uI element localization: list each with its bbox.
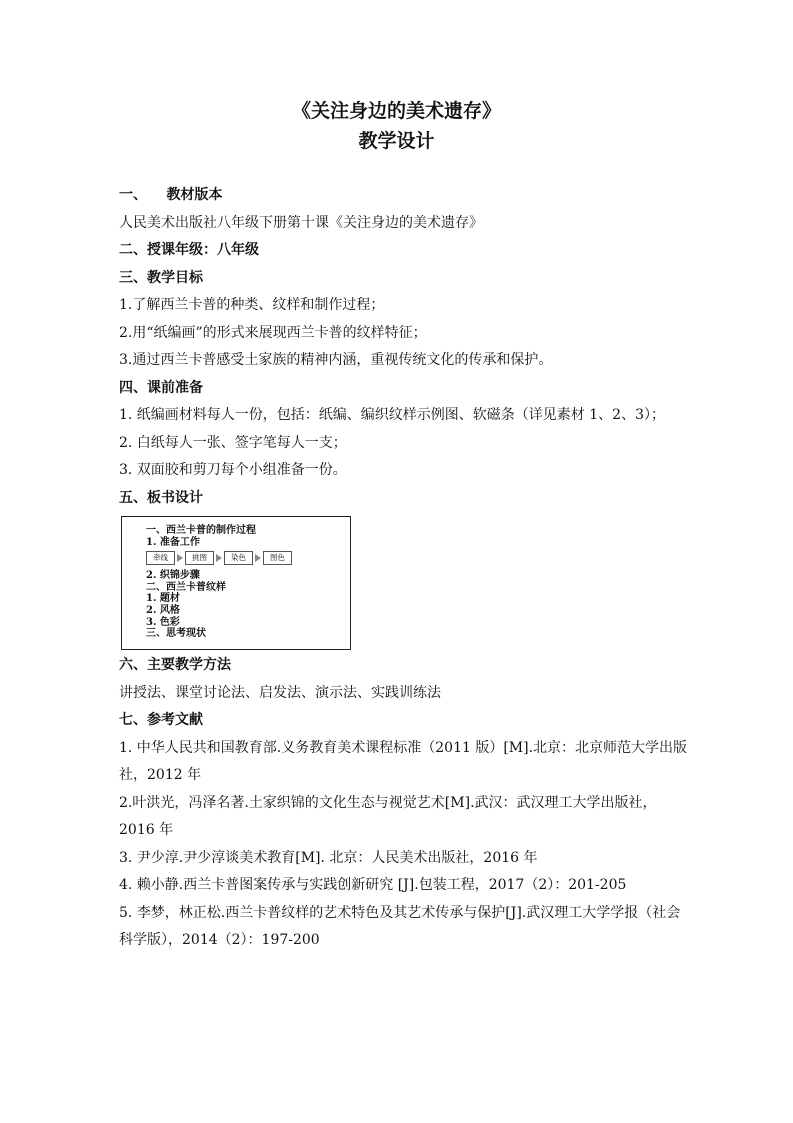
methods-text: 讲授法、课堂讨论法、启发法、演示法、实践训练法 [119,684,441,701]
arrow-right-icon [177,554,183,562]
board-line: 一、西兰卡普的制作过程 [146,525,256,536]
document-subtitle: 教学设计 [358,130,435,152]
section-heading-methods: 六、主要教学方法 [119,657,231,673]
preparation-item-text: 1. 纸编画材料每人一份，包括：纸编、编织纹样示例图、软磁条（详见素材 1、2、3）； [119,407,665,423]
title-block [0,96,793,156]
reference-text: 2.叶洪光，冯泽名著.土家织锦的文化生态与视觉艺术[M].武汉：武汉理工大学出版社，2016 年 [119,794,657,838]
section-heading-grade: 二、授课年级：八年级 [119,242,259,258]
arrow-right-icon [255,554,261,562]
board-line: 三、思考现状 [146,628,206,640]
reference-item [119,900,689,955]
document-title: 《关注身边的美术遗存》 [291,100,501,122]
document-body [119,182,689,955]
reference-text: 4. 赖小静.西兰卡普图案传承与实践创新研究 [J].包装工程，2017（2）：201-205 [119,877,627,893]
objective-item: 3.通过西兰卡普感受土家族的精神内涵，重视传统文化的传承和保护。 [119,352,553,368]
reference-text: 1. 中华人民共和国教育部.义务教育美术课程标准（2011 版）[M].北京：北京师范大学出版社，2012 年 [119,739,688,783]
board-line: 2. 织锦步骤 [146,570,200,582]
section-heading-board: 五、板书设计 [119,489,203,506]
objective-item: 2.用“纸编画”的形式来展现西兰卡普的纹样特征； [119,324,427,341]
reference-item [119,845,689,873]
reference-item [119,790,689,845]
board-line: 3. 色彩 [146,616,180,628]
textbook-text: 人民美术出版社八年级下册第十课《关注身边的美术遗存》 [119,214,483,231]
preparation-item: 2. 白纸每人一张、签字笔每人一支； [119,434,347,451]
objective-item: 1.了解西兰卡普的种类、纹样和制作过程； [119,297,385,313]
reference-item [119,735,689,790]
section-heading-objectives: 三、教学目标 [119,269,203,286]
flow-step: 挑图 [185,551,214,565]
board-line: 1. 准备工作 [146,536,200,548]
preparation-item: 3. 双面胶和剪刀每个小组准备一份。 [119,462,347,478]
flow-step: 牵线 [146,551,175,565]
board-line: 1. 题材 [146,593,180,605]
reference-item [119,872,689,900]
section-heading-references: 七、参考文献 [119,712,203,728]
section-heading-preparation: 四、课前准备 [119,379,203,396]
arrow-right-icon [216,554,222,562]
section-heading-textbook: 一、 教材版本 [119,187,223,203]
board-line: 2. 风格 [146,604,180,616]
flow-step: 染色 [224,551,253,565]
board-flowchart [146,551,350,565]
board-line: 二、西兰卡普纹样 [146,581,226,593]
reference-text: 3. 尹少淳.尹少淳谈美术教育[M]. 北京：人民美术出版社，2016 年 [119,849,538,866]
preparation-item [119,402,689,430]
flow-step: 图色 [263,551,292,565]
reference-text: 5. 李梦，林正松.西兰卡普纹样的艺术特色及其艺术传承与保护[J].武汉理工大学学报（社会科学版），2014（2）：197-200 [119,904,681,948]
board-design-image [121,516,351,650]
